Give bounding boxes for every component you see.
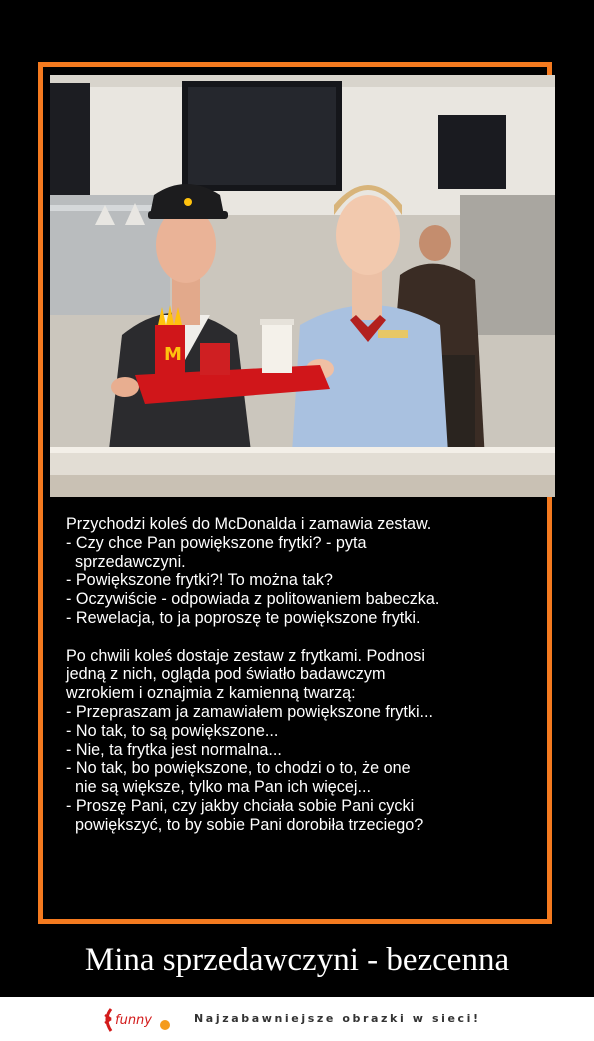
footer-tagline: Najzabawniejsze obrazki w sieci! xyxy=(194,1012,481,1025)
photo-mcdonalds-cashiers xyxy=(50,75,555,497)
caption-title: Mina sprzedawczyni - bezcenna xyxy=(84,942,510,978)
site-footer xyxy=(0,997,594,1041)
joke-text: Przychodzi koleś do McDonalda i zamawia zestaw. - Czy chce Pan powiększone frytki? - pyta sprzedawczyni. - Powiększone frytki?! To można tak? - Oczywiście - odpowiada z politowaniem babeczka. - Rewelacja, to ja poproszę te powiększone frytki. Po chwili koleś dostaje zestaw z frytkami. Podnosi jedną z nich, ogląda pod światło badawczym wzrokiem i oznajmia z kamienną twarzą: - Przepraszam ja zamawiałem powiększone frytki... - No tak, to są powiększone... - Nie, ta frytka jest normalna... - No tak, bo powiększone, to chodzi o to, że one nie są większe, tylko ma Pan ich więcej... - Proszę Pani, czy jakby chciała sobie Pani cycki powiększyć, to by sobie Pani dorobiła trzeciego? xyxy=(66,515,440,834)
svg-text:M: M xyxy=(164,344,182,365)
funny-logo-icon[interactable] xyxy=(101,1003,176,1035)
photo-illustration xyxy=(50,75,555,497)
demotivator-frame xyxy=(38,62,552,924)
svg-text:funny: funny xyxy=(115,1013,152,1028)
